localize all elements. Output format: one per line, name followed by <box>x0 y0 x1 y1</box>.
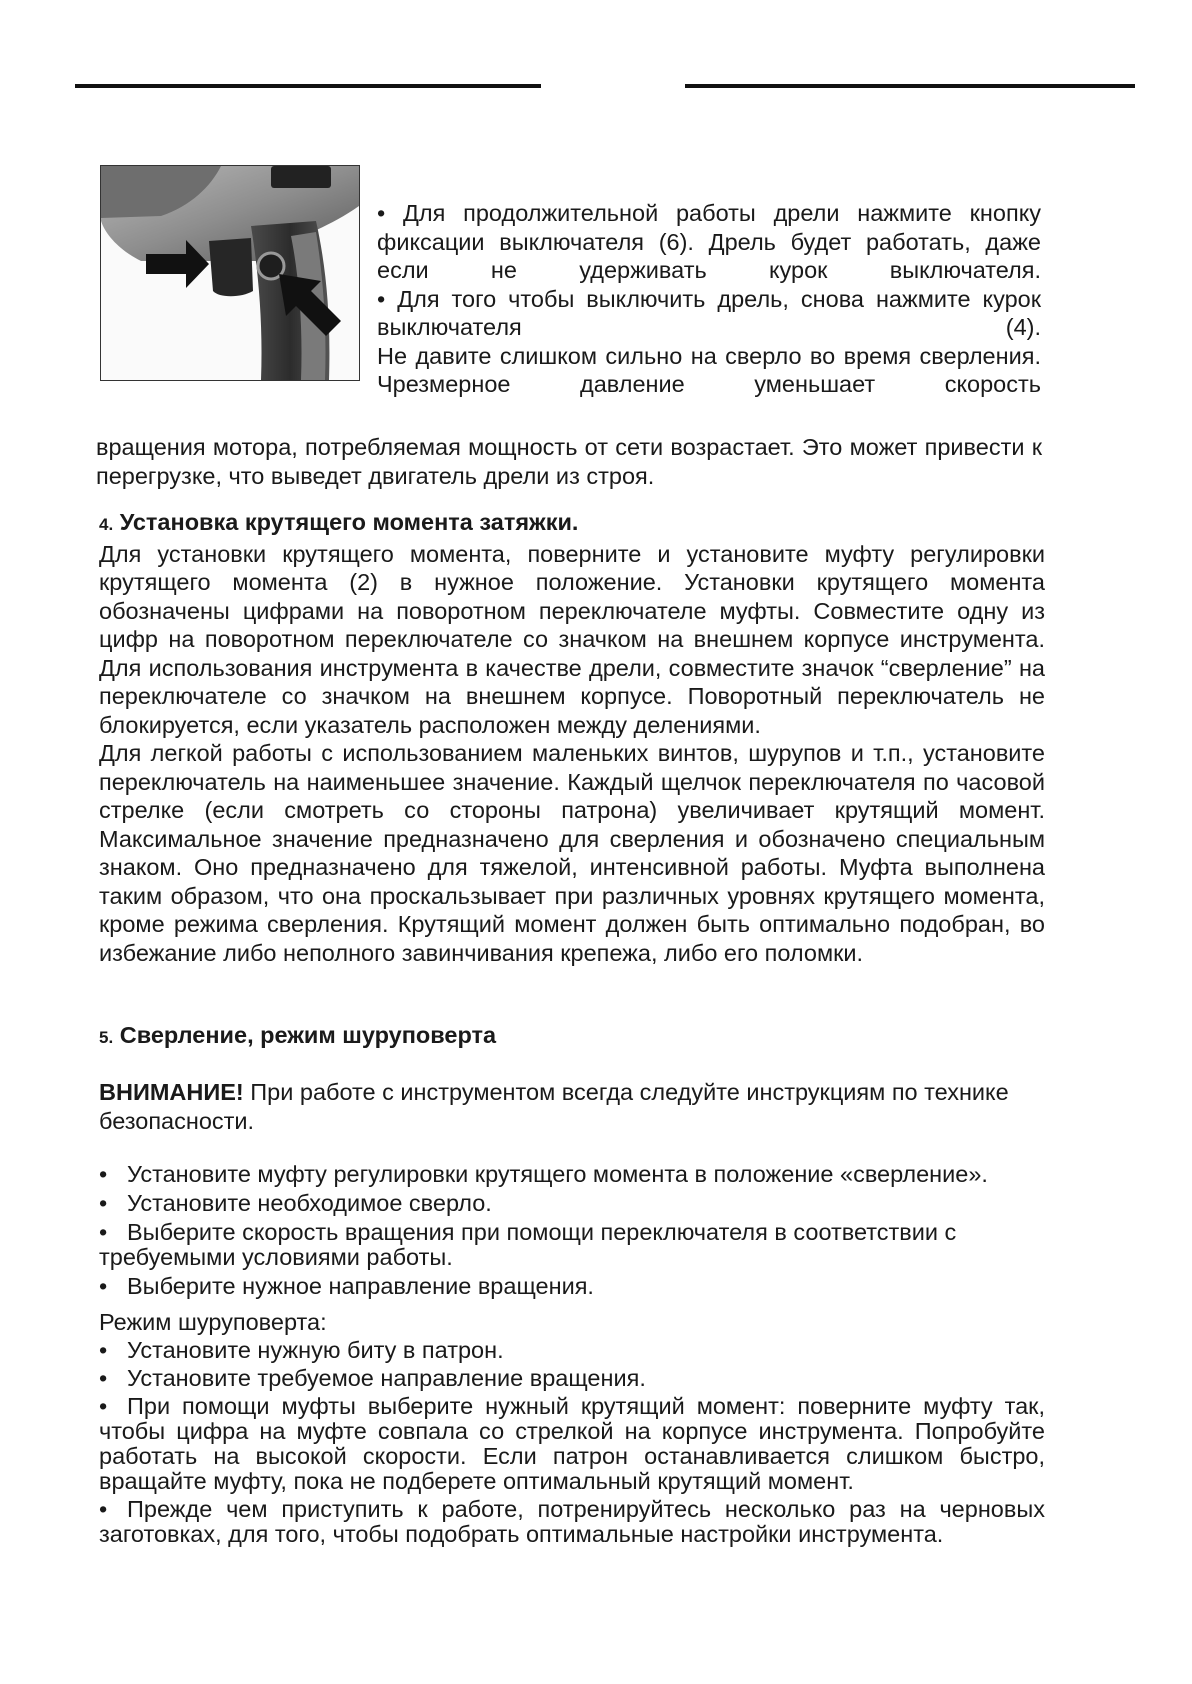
intro-paragraph: • Для того чтобы выключить дрель, снова нажмите курок выключателя (4). <box>377 285 1041 340</box>
continuation-text: вращения мотора, потребляемая мощность от сети возрастает. Это может привести к перегрузке, что выведет двигатель дрели из строя. <box>96 434 1042 489</box>
attention-note <box>99 1078 1045 1135</box>
section-4-title: Установка крутящего момента затяжки. <box>119 509 579 535</box>
list-item: • Установите требуемое направление вращения. <box>99 1365 646 1391</box>
list-item: • Прежде чем приступить к работе, потренируйтесь несколько раз на черновых заготовках, для того, чтобы подобрать оптимальные настройки инструмента. <box>99 1496 1045 1547</box>
section-5-number: 5. <box>99 1028 114 1047</box>
header-rule-right <box>685 84 1135 88</box>
drilling-steps-list <box>99 1162 1045 1303</box>
list-item: • При помощи муфты выберите нужный крутящий момент: поверните муфту так, чтобы цифра на муфте совпала со стрелкой на корпусе инструмента. Попробуйте работать на высокой скорости. Если патрон останавливается слишком быстро, вращайте муфту, пока не подберете оптимальный крутящий момент. <box>99 1393 1045 1494</box>
section-4-number: 4. <box>99 515 114 534</box>
intro-paragraph: Не давите слишком сильно на сверло во время сверления. Чрезмерное давление уменьшает скорость <box>377 342 1041 397</box>
attention-text: При работе с инструментом всегда следуйте инструкциям по технике безопасности. <box>99 1079 1009 1134</box>
section-5-heading <box>99 1021 1045 1053</box>
intro-text <box>377 199 1041 399</box>
intro-paragraph: • Для продолжительной работы дрели нажмите кнопку фиксации выключателя (6). Дрель будет работать, даже если не удерживать курок выключателя. <box>377 200 1041 283</box>
attention-label: ВНИМАНИЕ! <box>99 1079 244 1105</box>
list-item: • Выберите скорость вращения при помощи переключателя в соответствии с требуемыми условиями работы. <box>99 1219 957 1270</box>
header-rule-left <box>75 84 541 88</box>
section-4-paragraph: Для легкой работы с использованием маленьких винтов, шурупов и т.п., установите переключатель на наименьшее значение. Каждый щелчок переключателя по часовой стрелке (если смотреть со стороны патрона) увеличивает крутящий момент. Максимальное значение предназначено для сверления и обозначено специальным знаком. Оно предназначено для тяжелой, интенсивной работы. Муфта выполнена таким образом, что она проскальзывает при различных уровнях крутящего момента, кроме режима сверления. Крутящий момент должен быть оптимально подобран, во избежание либо неполного завинчивания крепежа, либо его поломки. <box>99 740 1045 966</box>
list-item: • Установите нужную биту в патрон. <box>99 1337 504 1363</box>
drill-photo-icon <box>101 166 359 380</box>
list-item: • Установите муфту регулировки крутящего момента в положение «сверление». <box>99 1161 988 1187</box>
drill-switch-photo <box>100 165 360 381</box>
section-5-title: Сверление, режим шуруповерта <box>119 1022 497 1048</box>
section-4-paragraph: Для установки крутящего момента, поверните и установите муфту регулировки крутящего момента (2) в нужное положение. Установки крутящего момента обозначены цифрами на поворотном переключателе муфты. Совместите одну из цифр на поворотном переключателе со значком на внешнем корпусе инструмента. Для использования инструмента в качестве дрели, совместите значок “сверление” на переключателе со значком на внешнем корпусе. Поворотный переключатель не блокируется, если указатель расположен между делениями. <box>99 540 1045 738</box>
screwdriver-mode <box>99 1310 1045 1550</box>
section-4-heading <box>99 508 1045 540</box>
section-4 <box>99 508 1045 967</box>
list-item: • Установите необходимое сверло. <box>99 1190 492 1216</box>
mode-label: Режим шуруповерта: <box>99 1309 327 1335</box>
list-item: • Выберите нужное направление вращения. <box>99 1273 594 1299</box>
